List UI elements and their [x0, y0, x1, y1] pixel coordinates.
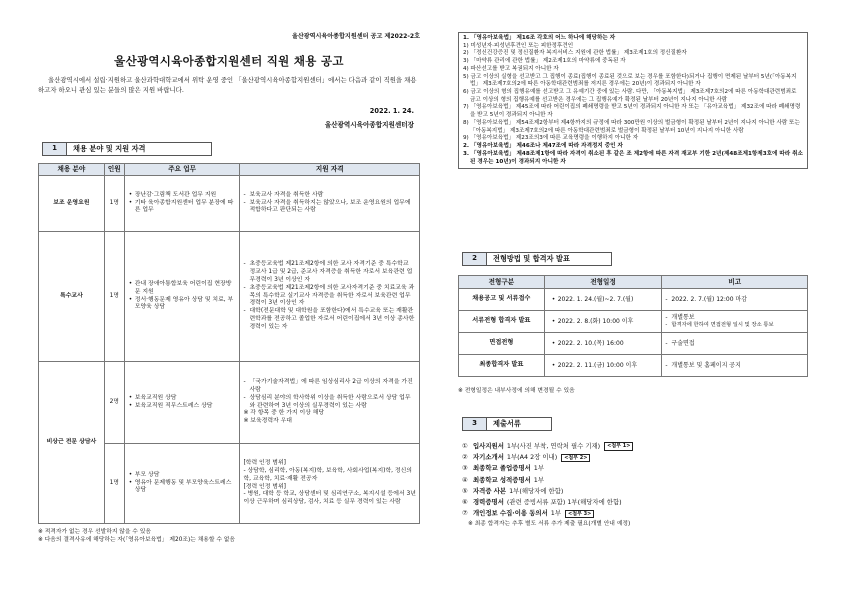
row-name: 서류전형 합격자 발표: [459, 311, 545, 333]
recruit-table: [38, 163, 420, 524]
section1-notes: [38, 528, 420, 545]
disqual-item: 6) 금고 이상의 형의 집행유예를 선고받고 그 유예기간 중에 있는 사람. 다만, 「아동복지법」 제3조제7호의2에 따른 아동학대관련범죄로 금고 이상의 형의 집행유예를 선고받은 경우에는 그 집행유예가 확정된 날부터 20년이 지나지 아니한 사람: [463, 89, 797, 103]
row-date: [544, 311, 662, 333]
disqual-item: 8) 「영유아보육법」 제54조제2항부터 제4항까지의 규정에 따라 300만원 이상의 벌금형이 확정된 날부터 2년이 지나지 아니한 사람 또는 「아동복지법」 제3조제7호의2에 따른 아동학대관련범죄로 벌금형이 확정된 날부터 10년이 지나지 아니한 사람: [463, 119, 800, 134]
col-header: 지원 자격: [240, 164, 420, 176]
doc-name: 최종학교 졸업증명서: [473, 464, 531, 473]
disqual-item: 5) 금고 이상의 실형을 선고받고 그 집행이 종료(집행이 종료된 것으로 보는 경우를 포함한다)되거나 집행이 면제된 날부터 5년(「아동복지법」 제3조제7호의2에 따른 아동학대관련범죄를 저지른 경우에는 20년)이 경과되지 아니한 자: [463, 73, 797, 88]
doc-desc: 1부: [550, 509, 562, 518]
documents-footnote: ※ 최종 합격자는 추후 별도 서류 추가 제출 필요(개별 안내 예정): [468, 521, 631, 528]
row-duties: [124, 362, 240, 444]
qual-item: - 보육교사 자격을 취득한 사람: [243, 192, 416, 200]
schedule-table: [458, 275, 808, 377]
row-duties: [124, 176, 240, 232]
section2-header: [462, 252, 612, 266]
row-quals: [240, 176, 420, 232]
doc-name: 최종학교 성적증명서: [473, 475, 531, 484]
qual-line: [경력 인정 범위]: [243, 483, 286, 490]
qual-note: ※ 각 항목 중 한 가지 이상 해당: [243, 410, 325, 417]
doc-desc: 1부(해당자에 한함): [509, 486, 564, 495]
row-remark: [662, 333, 808, 355]
qual-line: [학력 인정 범위]: [243, 459, 286, 466]
col-header: 비고: [662, 276, 808, 289]
doc-number: ⑤: [462, 486, 468, 495]
doc-number: ③: [462, 464, 468, 473]
doc-desc: 1부: [533, 464, 545, 473]
table-row: [459, 333, 808, 355]
row-date: [544, 289, 662, 311]
row-name: 비상근 전문 상담사: [39, 362, 105, 524]
section1-number: 1: [43, 143, 67, 155]
list-item: [462, 452, 808, 463]
page-title: 울산광역시육아종합지원센터 직원 채용 공고: [114, 54, 344, 68]
row-quals: [240, 444, 420, 524]
row-quals: [240, 232, 420, 362]
row-remark: [662, 289, 808, 311]
doc-desc: 1부(사진 부착, 연락처 필수 기재): [506, 442, 601, 450]
section3-title: 제출서류: [493, 419, 521, 429]
list-item: [462, 486, 808, 497]
duty-item: • 기타 육아종합지원센터 업무 분장에 따른 업무: [128, 200, 237, 216]
row-duties: [124, 232, 240, 362]
row-count: 1명: [104, 176, 124, 232]
section1-header: [42, 142, 212, 156]
doc-number: ④: [462, 475, 468, 484]
notice-date: 2022. 1. 24.: [369, 107, 414, 115]
col-header: 전형일정: [544, 276, 662, 289]
qual-item: - 「국가기술자격법」에 따른 임상심리사 2급 이상의 자격을 가진 사람: [243, 379, 416, 395]
remark-text: - 2022. 2. 7.(월) 12:00 마감: [665, 296, 804, 304]
schedule-table-header: [459, 276, 808, 289]
row-remark: [662, 355, 808, 377]
notice-number: 울산광역시육아종합지원센터 공고 제2022-2호: [291, 33, 420, 40]
disqual-bold-item: 2. 「영유아보육법」 제46조나 제47조에 따라 자격정지 중인 자: [463, 143, 623, 150]
duty-item: • 정서·행동문제 영유아 상담 및 치료, 부모양육 상담: [128, 297, 237, 313]
date-text: • 2022. 2. 11.(금) 10:00 이후: [551, 362, 659, 370]
disqual-item: 7) 「영유아보육법」 제45조에 따라 어린이집의 폐쇄명령을 받고 5년이 경과되지 아니한 자 또는 「유아교육법」 제32조에 따라 폐쇄명령을 받고 5년이 경과되지 아니한 자: [463, 104, 801, 119]
doc-name: 입사지원서: [473, 442, 504, 450]
schedule-note: ※ 전형일정은 내부사정에 의해 변경될 수 있음: [458, 388, 575, 394]
section2-number: 2: [463, 253, 487, 265]
disqual-item: 9) 「영유아보육법」 제23조의3에 따른 교육명령을 이행하지 아니한 자: [463, 135, 639, 142]
date-text: • 2022. 2. 10.(목) 16:00: [551, 340, 659, 348]
date-text: • 2022. 2. 8.(화) 10:00 이후: [551, 318, 659, 326]
qual-item: - 상담심리 분야의 학사학위 이상을 취득한 사람으로서 상담 업무와 관련하여 3년 이상의 실무경력이 있는 사람: [243, 395, 416, 411]
date-text: • 2022. 1. 24.(월)~2. 7.(월): [551, 296, 659, 304]
doc-desc: 1부: [533, 475, 545, 484]
duty-item: • 부모 상담: [128, 472, 237, 480]
row-count: 2명: [104, 362, 124, 444]
recruit-table-header: [39, 164, 420, 176]
disqualification-box: [458, 32, 808, 169]
doc-number: ②: [462, 453, 468, 462]
section2-title: 전형방법 및 합격자 발표: [493, 254, 570, 264]
row-name: 최종합격자 발표: [459, 355, 545, 377]
duty-item: • 영유아 문제행동 및 부모양육스트레스 상담: [128, 480, 237, 496]
col-header: 인원: [104, 164, 124, 176]
list-item: [462, 441, 808, 452]
doc-number: ⑦: [462, 509, 468, 518]
row-name: 면접전형: [459, 333, 545, 355]
row-date: [544, 333, 662, 355]
remark-text: - 개별통보: [665, 314, 804, 322]
section3-header: [462, 417, 552, 431]
col-header: 주요 업무: [124, 164, 240, 176]
row-name: 채용공고 및 서류접수: [459, 289, 545, 311]
list-item: [462, 508, 808, 519]
col-header: 전형구분: [459, 276, 545, 289]
remark-text: - 합격자에 한하여 면접전형 일시 및 장소 통보: [665, 322, 804, 329]
attachment-tag: <첨부 3>: [565, 510, 594, 519]
qual-item: - 대학(전문대학 및 대학원을 포함한다)에서 특수교육 또는 재활관련학과를 전공하고 졸업한 자로서 어린이집에서 3년 이상 종사한 경력이 있는 자: [243, 308, 416, 332]
row-count: 1명: [104, 444, 124, 524]
table-row: [459, 355, 808, 377]
col-header: 채용 분야: [39, 164, 105, 176]
qual-item: - 초중등교육법 제21조제2항에 의한 교사 자격기준 중 특수학교 정교사 1급 및 2급, 준교사 자격증을 취득한 자로서 보육관련 업무경력이 3년 이상인 자: [243, 261, 416, 285]
row-remark: [662, 311, 808, 333]
table-row: [39, 362, 420, 444]
note-line: ※ 적격자가 없는 경우 선발하지 않을 수 있음: [38, 529, 151, 535]
intro-text: 울산광역시에서 설립·지원하고 울산과학대학교에서 위탁 운영 중인 「울산광역시육아종합지원센터」에서는 다음과 같이 직원을 채용하고자 하오니 관심 있는 분들의 많은 지원 바랍니다.: [38, 76, 417, 94]
disqual-item: 2) 「정신건강증진 및 정신질환자 복지서비스 지원에 관한 법률」 제3조제1호의 정신질환자: [463, 50, 687, 57]
qual-line: - 상담학, 심리학, 아동(복지)학, 보육학, 사회사업(복지)학, 정신의학, 교육학, 치료·재활 전공자: [243, 467, 412, 482]
list-item: [462, 475, 808, 486]
remark-text: - 개별통보 및 홈페이지 공지: [665, 362, 804, 370]
disqual-bold-item: 3. 「영유아보육법」 제48조제1항에 따라 자격이 취소된 후 같은 조 제2항에 따른 자격 재교부 기한 2년(제48조제1항제3호에 따라 취소된 경우는 10년)이 경과되지 아니한 자: [463, 150, 803, 165]
row-count: 1명: [104, 232, 124, 362]
qual-item: - 보육교사 자격을 취득하지는 않았으나, 보조 운영요원의 업무에 적합하다고 판단되는 사람: [243, 200, 416, 216]
table-row: [459, 311, 808, 333]
duty-item: • 관내 장애아통합보육 어린이집 현장방문 지원: [128, 281, 237, 297]
qual-note: ※ 보육경력자 우대: [243, 418, 292, 425]
row-date: [544, 355, 662, 377]
duty-item: • 장난감·그림책 도서관 업무 지원: [128, 192, 237, 200]
table-row: [39, 232, 420, 362]
attachment-tag: <첨부 2>: [561, 454, 590, 463]
notice-org: 울산광역시육아종합지원센터장: [324, 121, 414, 129]
list-item: [462, 497, 808, 508]
disqual-item: 4) 파산선고를 받고 복권되지 아니한 자: [463, 65, 559, 72]
remark-text: - 구술면접: [665, 340, 804, 348]
doc-desc: (관련 증빙서류 포함) 1부(해당자에 한함): [506, 498, 622, 507]
documents-list: [462, 441, 808, 530]
row-duties: [124, 444, 240, 524]
doc-name: 자격증 사본: [473, 486, 507, 495]
row-name: 보조 운영요원: [39, 176, 105, 232]
table-row: [459, 289, 808, 311]
row-quals: [240, 362, 420, 444]
doc-number: ⑥: [462, 498, 468, 507]
row-name: 특수교사: [39, 232, 105, 362]
duty-item: • 보육교직원 직무스트레스 상담: [128, 403, 237, 411]
list-item: [462, 463, 808, 474]
doc-name: 개인정보 수집·이용 동의서: [473, 509, 548, 518]
section1-title: 채용 분야 및 지원 자격: [73, 144, 146, 154]
doc-name: 경력증명서: [473, 498, 504, 507]
doc-number: ①: [462, 442, 468, 450]
disqual-item: 1) 미성년자·피성년후견인 또는 피한정후견인: [463, 42, 574, 49]
note-line: ※ 다음의 결격사유에 해당하는 자(「영유아보육법」 제20조)는 채용할 수 없음: [38, 537, 235, 544]
disqual-head: 1. 「영유아보육법」 제16조 각호의 어느 하나에 해당하는 자: [463, 35, 616, 41]
qual-line: - 병원, 대학 등 학교, 상담센터 및 심리연구소, 복지시설 등에서 3년 이상 근무하며 심리상담, 검사, 치료 등 실무 경력이 있는 사람: [243, 491, 416, 506]
duty-item: • 보육교직원 상담: [128, 395, 237, 403]
doc-desc: 1부(A4 2장 이내): [506, 453, 558, 462]
table-row: [39, 176, 420, 232]
section3-number: 3: [463, 418, 487, 430]
attachment-tag: <첨부 1>: [604, 442, 633, 451]
disqual-item: 3) 「마약류 관리에 관한 법률」 제2조제1호의 마약류에 중독된 자: [463, 58, 626, 65]
doc-name: 자기소개서: [473, 453, 504, 462]
qual-item: - 초중등교육법 제21조제2항에 의한 교사자격기준 중 치료교육 과목의 특수학교 실기교사 자격증을 취득한 자로서 보육관련 업무 경력이 3년 이상인 자: [243, 285, 416, 309]
